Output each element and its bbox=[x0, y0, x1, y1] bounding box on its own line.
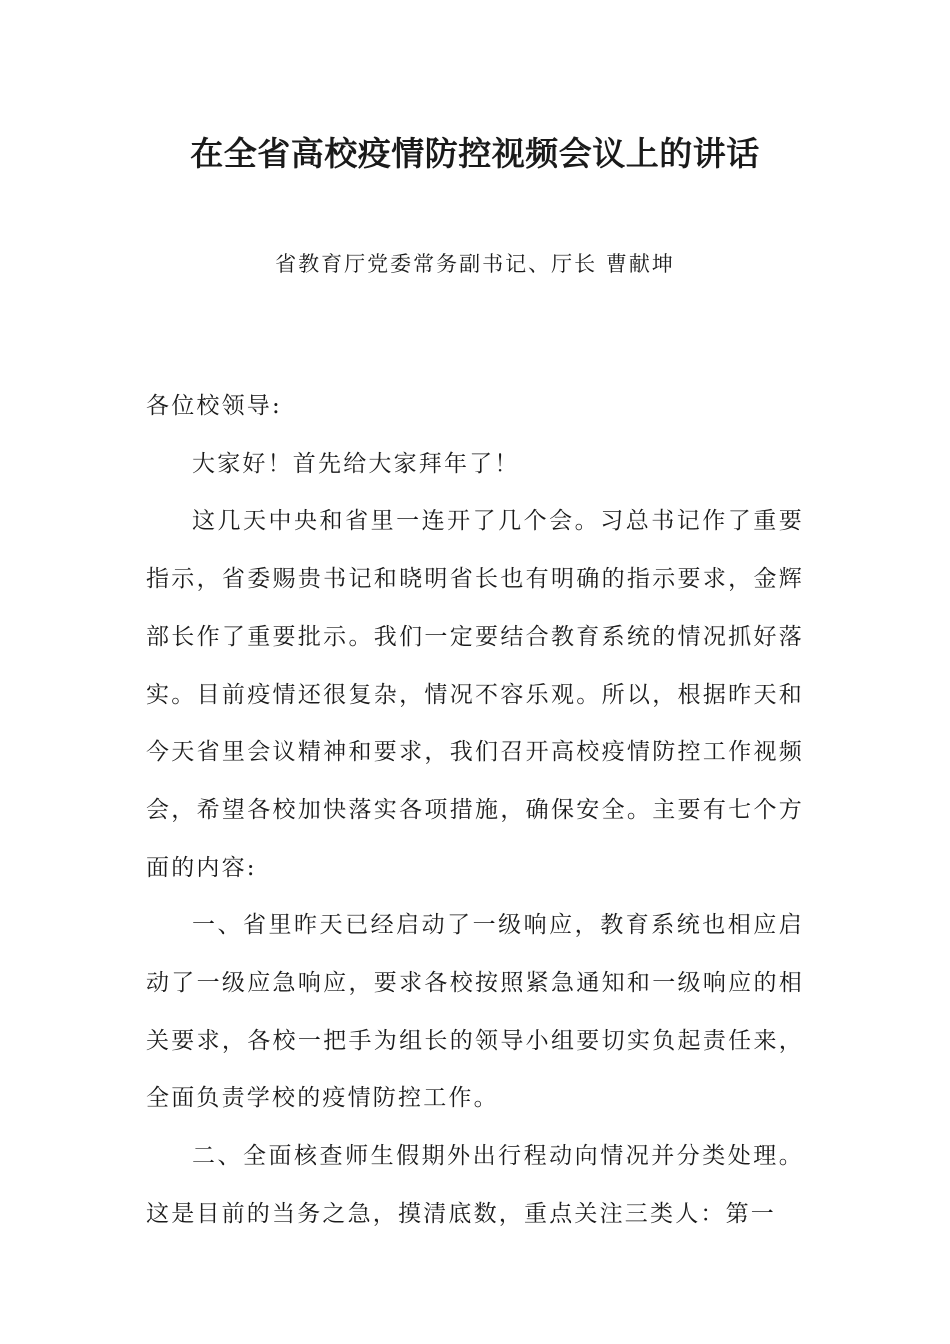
paragraph-point-two: 二、全面核查师生假期外出行程动向情况并分类处理。这是目前的当务之急，摸清底数，重点关注三类人：第一 bbox=[146, 1143, 804, 1227]
paragraph-greeting: 大家好！首先给大家拜年了！ bbox=[192, 450, 520, 477]
salutation: 各位校领导: bbox=[146, 393, 282, 419]
document-title: 在全省高校疫情防控视频会议上的讲话 bbox=[190, 134, 760, 173]
author-line: 省教育厅党委常务副书记、厅长 曹献坤 bbox=[275, 252, 675, 276]
paragraph-intro: 这几天中央和省里一连开了几个会。习总书记作了重要指示，省委赐贵书记和晓明省长也有明确的指示要求，金辉部长作了重要批示。我们一定要结合教育系统的情况抓好落实。目前疫情还很复杂，情况不容乐观。所以，根据昨天和今天省里会议精神和要求，我们召开高校疫情防控工作视频会，希望各校加快落实各项措施，确保安全。主要有七个方面的内容: bbox=[146, 508, 804, 881]
paragraph-point-one: 一、省里昨天已经启动了一级响应，教育系统也相应启动了一级应急响应，要求各校按照紧急通知和一级响应的相关要求，各校一把手为组长的领导小组要切实负起责任来，全面负责学校的疫情防控工作。 bbox=[146, 912, 804, 1112]
document-body bbox=[146, 378, 804, 1244]
